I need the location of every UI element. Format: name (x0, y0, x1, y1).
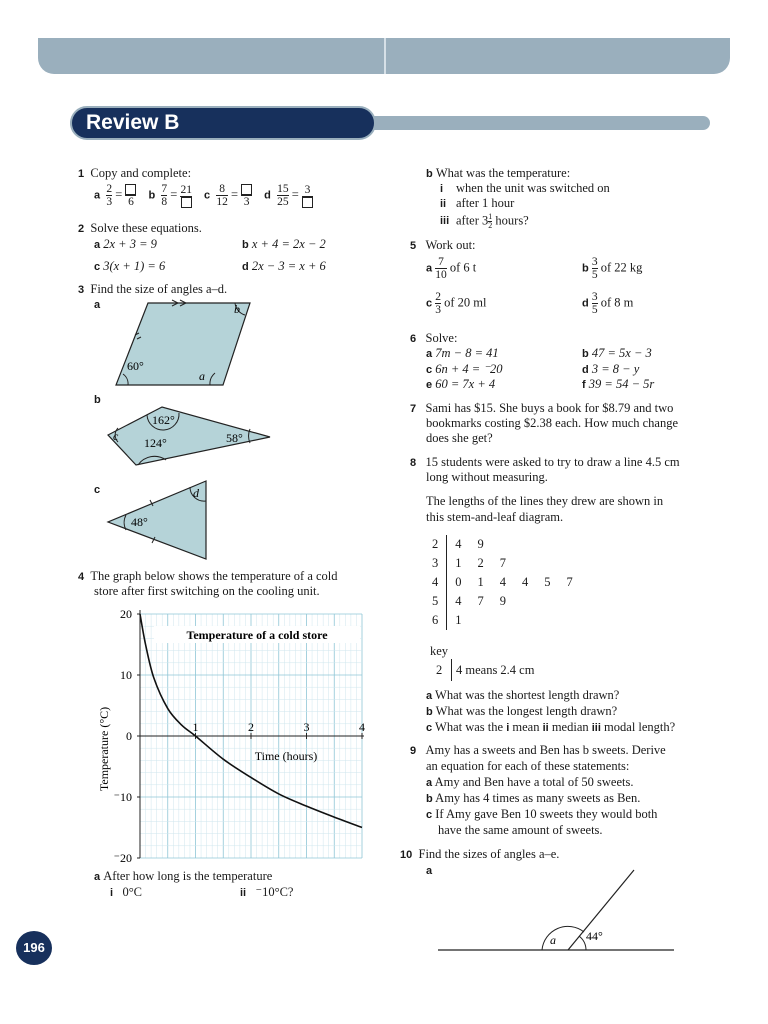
stem-value: 5 (424, 592, 447, 611)
leaf-value (536, 535, 558, 554)
stem-value: 3 (424, 554, 447, 573)
q5-part-b: b $\frac{3}{5}$ of 22 kg (582, 256, 643, 281)
leaf-value (559, 554, 581, 573)
svg-text:162°: 162° (152, 413, 175, 427)
q6-part-c: c 6n + 4 = ⁻20 (426, 362, 503, 376)
stem-leaf-diagram (424, 535, 581, 630)
leaf-value: 1 (455, 613, 462, 627)
q6: 6 Solve: (410, 331, 458, 345)
x-tick-label: 2 (248, 720, 254, 734)
leaf-value: 1 (477, 575, 484, 589)
y-tick-label: ⁻20 (113, 851, 132, 865)
q4-part-b-ii: ii after 1 hour (440, 196, 515, 210)
x-axis-label: Time (hours) (254, 749, 318, 763)
leaf-value (559, 592, 581, 611)
y-axis-label: Temperature (°C) (97, 706, 111, 792)
leaf-value: 9 (499, 594, 506, 608)
chart-grid (140, 610, 364, 858)
q4-part-b-iii: iii after 3 $\frac{1}{2}$ hours? (440, 212, 529, 230)
q5-part-d: d $\frac{3}{5}$ of 8 m (582, 291, 634, 316)
triangle-c (108, 481, 206, 559)
q4-part-a: a After how long is the temperature (94, 869, 273, 883)
svg-text:124°: 124° (144, 436, 167, 450)
q5-part-c: c $\frac{2}{3}$ of 20 ml (426, 291, 487, 316)
leaf-value: 5 (544, 575, 551, 589)
q8-part-b: b What was the longest length drawn? (426, 704, 618, 718)
q6-part-f: f 39 = 54 − 5r (582, 377, 655, 391)
q10: 10 Find the sizes of angles a–e. (400, 847, 560, 861)
leaf-value (514, 535, 536, 554)
x-tick-label: 4 (359, 720, 365, 734)
angle-arc-44 (579, 936, 586, 950)
q2-part-d: d 2x − 3 = x + 6 (242, 259, 326, 273)
leaf-value (536, 611, 558, 630)
q9: 9 Amy has a sweets and Ben has b sweets. Derive (410, 743, 666, 757)
stem-row (424, 554, 581, 573)
leaf-value (514, 554, 536, 573)
key-divider (451, 659, 452, 681)
page-number: 196 (16, 931, 52, 965)
q10-label-a: a (426, 865, 433, 877)
parallelogram-a (116, 295, 290, 385)
key-text: 4 means 2.4 cm (456, 663, 535, 677)
q3: 3 Find the size of angles a–d. (78, 282, 228, 296)
y-tick-label: 10 (120, 668, 132, 682)
q6-part-a: a 7m − 8 = 41 (426, 346, 499, 360)
leaf-value: 4 (522, 575, 529, 589)
svg-text:48°: 48° (131, 515, 148, 529)
q2-part-b: b x + 4 = 2x − 2 (242, 237, 326, 251)
q4-part-a-ii: ii ⁻10°C? (240, 885, 294, 899)
leaf-value (514, 592, 536, 611)
q3-label-c: c (94, 484, 101, 496)
svg-text:b: b (234, 302, 240, 316)
q8-line2: long without measuring. (426, 470, 548, 484)
q4-part-b-i: i when the unit was switched on (440, 181, 610, 195)
svg-text:a: a (550, 933, 556, 947)
quadrilateral-b (108, 407, 270, 465)
y-tick-label: 0 (126, 729, 132, 743)
stem-row (424, 535, 581, 554)
q10-angle-diagram (436, 862, 680, 962)
stem-row (424, 573, 581, 592)
q5: 5 Work out: (410, 238, 476, 252)
svg-text:60°: 60° (127, 359, 144, 373)
q3-label-b: b (94, 394, 101, 406)
leaf-value: 1 (455, 556, 462, 570)
q8-line4: this stem-and-leaf diagram. (426, 510, 564, 524)
x-tick-label: 3 (303, 720, 310, 734)
q8-part-c: c What was the i mean ii median iii modal length? (426, 720, 676, 734)
q4-line1: 4 The graph below shows the temperature of a cold (78, 569, 338, 583)
q4-part-b: b What was the temperature: (426, 166, 571, 180)
svg-text:58°: 58° (226, 431, 243, 445)
q9-part-c-cont: have the same amount of sweets. (438, 823, 603, 837)
svg-text:a: a (199, 369, 205, 383)
leaf-value: 4 (499, 575, 506, 589)
leaf-value: 7 (566, 575, 573, 589)
q3-label-a: a (94, 299, 101, 311)
q6-part-d: d 3 = 8 − y (582, 362, 640, 376)
leaf-value: 4 (455, 537, 462, 551)
leaf-value (492, 535, 514, 554)
q7-line2: bookmarks costing $2.38 each. How much change (426, 416, 679, 430)
leaf-value: 2 (477, 556, 484, 570)
q7: 7 Sami has $15. She buys a book for $8.79 and two (410, 401, 674, 415)
stem-row (424, 592, 581, 611)
page-title: Review B (86, 111, 180, 134)
x-tick-label: 1 (192, 720, 199, 734)
stem-value: 6 (424, 611, 447, 630)
top-banner (38, 38, 730, 74)
stem-value: 2 (424, 535, 447, 554)
q9-part-b: b Amy has 4 times as many sweets as Ben. (426, 791, 641, 805)
key-label: key (430, 644, 449, 658)
y-tick-label: ⁻10 (113, 790, 132, 804)
q5-part-a: a $\frac{7}{10}$ of 6 t (426, 256, 477, 281)
q2: 2 Solve these equations. (78, 221, 202, 235)
svg-text:44°: 44° (586, 929, 603, 943)
leaf-value (514, 611, 536, 630)
leaf-value (536, 554, 558, 573)
y-tick-label: 20 (120, 607, 132, 621)
q4-line2: store after first switching on the cooling unit. (94, 584, 320, 598)
svg-text:d: d (193, 486, 199, 500)
leaf-value (559, 611, 581, 630)
q9-part-a: a Amy and Ben have a total of 50 sweets. (426, 775, 634, 789)
leaf-value (559, 535, 581, 554)
q7-line3: does she get? (426, 431, 493, 445)
q8-line3: The lengths of the lines they drew are shown in (426, 494, 664, 508)
q3-shapes (100, 295, 290, 595)
leaf-value (470, 611, 492, 630)
q1: 1 Copy and complete: (78, 166, 192, 180)
leaf-value: 7 (477, 594, 484, 608)
q8-part-a: a What was the shortest length drawn? (426, 688, 620, 702)
q2-part-c: c 3(x + 1) = 6 (94, 259, 166, 273)
leaf-value: 7 (499, 556, 506, 570)
leaf-value (536, 592, 558, 611)
q2-part-a: a 2x + 3 = 9 (94, 237, 157, 251)
q9-part-c: c If Amy gave Ben 10 sweets they would both (426, 807, 658, 821)
leaf-value (492, 611, 514, 630)
q8: 8 15 students were asked to try to draw a line 4.5 cm (410, 455, 680, 469)
q6-part-e: e 60 = 7x + 4 (426, 377, 496, 391)
q1-parts: a $\frac{2}{3}$ = 6 b $\frac{7}{8}$ = 21 c $\frac{8}{12}$ = 3 d $\frac{15}{25}$ = 3 (94, 183, 313, 208)
q4-part-a-i: i 0°C (110, 885, 143, 899)
stem-value: 4 (424, 573, 447, 592)
chart-title: Temperature of a cold store (186, 628, 328, 642)
leaf-value: 4 (455, 594, 462, 608)
q9-line2: an equation for each of these statements: (426, 759, 630, 773)
q6-part-b: b 47 = 5x − 3 (582, 346, 652, 360)
stem-row (424, 611, 581, 630)
key-stem: 2 (436, 663, 443, 677)
temperature-chart (90, 604, 380, 866)
svg-text:c: c (113, 429, 119, 443)
leaf-value: 9 (477, 537, 484, 551)
leaf-value: 0 (455, 575, 462, 589)
